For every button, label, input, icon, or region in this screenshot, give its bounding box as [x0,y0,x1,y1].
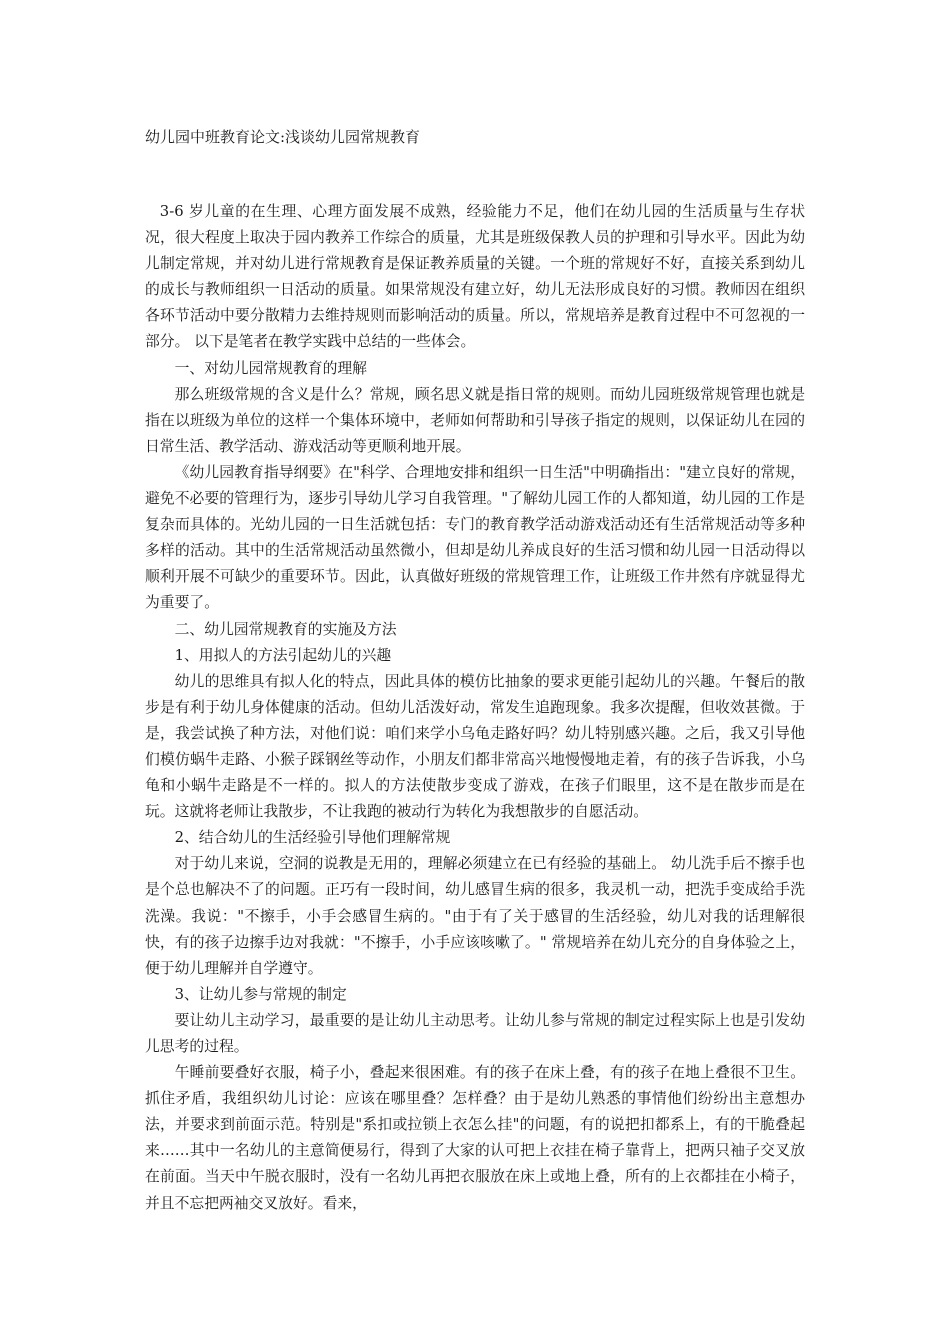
paragraph: 幼儿的思维具有拟人化的特点，因此具体的模仿比抽象的要求更能引起幼儿的兴趣。午餐后的散步是有利于幼儿身体健康的活动。但幼儿活泼好动，常发生追跑现象。我多次提醒，但收效甚微。于是，我尝试换了种方法，对他们说：咱们来学小乌龟走路好吗？幼儿特别感兴趣。之后，我又引导他们模仿蜗牛走路、小猴子踩钢丝等动作，小朋友们都非常高兴地慢慢地走着，有的孩子告诉我，小乌龟和小蜗牛走路是不一样的。拟人的方法使散步变成了游戏，在孩子们眼里，这不是在散步而是在玩。这就将老师让我散步，不让我跑的被动行为转化为我想散步的自愿活动。 [145,672,805,821]
paragraph: 《幼儿园教育指导纲要》在"科学、合理地安排和组织一日生活"中明确指出："建立良好的常规，避免不必要的管理行为，逐步引导幼儿学习自我管理。"了解幼儿园工作的人都知道，幼儿园的工作是复杂而具体的。光幼儿园的一日生活就包括：专门的教育教学活动游戏活动还有生活常规活动等多种多样的活动。其中的生活常规活动虽然微小，但却是幼儿养成良好的生活习惯和幼儿园一日活动得以顺利开展不可缺少的重要环节。因此，认真做好班级的常规管理工作，让班级工作井然有序就显得尤为重要了。 [145,463,805,612]
paragraph: 要让幼儿主动学习，最重要的是让幼儿主动思考。让幼儿参与常规的制定过程实际上也是引发幼儿思考的过程。 [145,1011,805,1055]
paragraph-intro: 3-6 岁儿童的在生理、心理方面发展不成熟，经验能力不足，他们在幼儿园的生活质量与生存状况，很大程度上取决于园内教养工作综合的质量，尤其是班级保教人员的护理和引导水平。因此为幼儿制定常规，并对幼儿进行常规教育是保证教养质量的关键。一个班的常规好不好，直接关系到幼儿的成长与教师组织一日活动的质量。如果常规没有建立好，幼儿无法形成良好的习惯。教师因在组织各环节活动中要分散精力去维持规则而影响活动的质量。所以，常规培养是教育过程中不可忽视的一部分。 以下是笔者在教学实践中总结的一些体会。 [145,203,805,351]
section-heading-2: 二、幼儿园常规教育的实施及方法 [174,620,397,638]
document-body [145,199,805,1217]
document-title: 幼儿园中班教育论文:浅谈幼儿园常规教育 [145,128,421,146]
paragraph: 午睡前要叠好衣服，椅子小，叠起来很困难。有的孩子在床上叠，有的孩子在地上叠很不卫生。抓住矛盾，我组织幼儿讨论：应该在哪里叠？怎样叠？由于是幼儿熟悉的事情他们纷纷出主意想办法，并要求到前面示范。特别是"系扣或拉锁上衣怎么挂"的问题，有的说把扣都系上，有的干脆叠起来……其中一名幼儿的主意简便易行，得到了大家的认可把上衣挂在椅子靠背上，把两只袖子交叉放在前面。当天中午脱衣服时，没有一名幼儿再把衣服放在床上或地上叠，所有的上衣都挂在小椅子，并且不忘把两袖交叉放好。看来， [145,1064,805,1212]
section-heading-1: 一、对幼儿园常规教育的理解 [174,359,367,377]
subsection-heading-2: 2、结合幼儿的生活经验引导他们理解常规 [174,829,451,847]
paragraph: 对于幼儿来说，空洞的说教是无用的，理解必须建立在已有经验的基础上。 幼儿洗手后不擦手也是个总也解决不了的问题。正巧有一段时间，幼儿感冒生病的很多，我灵机一动，把洗手变成给手洗洗澡。我说："不擦手，小手会感冒生病的。"由于有了关于感冒的生活经验，幼儿对我的话理解很快，有的孩子边擦手边对我就："不擦手，小手应该咳嗽了。" 常规培养在幼儿充分的自身体验之上，便于幼儿理解并自学遵守。 [145,855,805,977]
subsection-heading-3: 3、让幼儿参与常规的制定 [174,985,347,1003]
paragraph: 那么班级常规的含义是什么？常规，顾名思义就是指日常的规则。而幼儿园班级常规管理也就是指在以班级为单位的这样一个集体环境中，老师如何帮助和引导孩子指定的规则，以保证幼儿在园的日常生活、教学活动、游戏活动等更顺利地开展。 [145,385,805,455]
subsection-heading-1: 1、用拟人的方法引起幼儿的兴趣 [174,646,392,664]
